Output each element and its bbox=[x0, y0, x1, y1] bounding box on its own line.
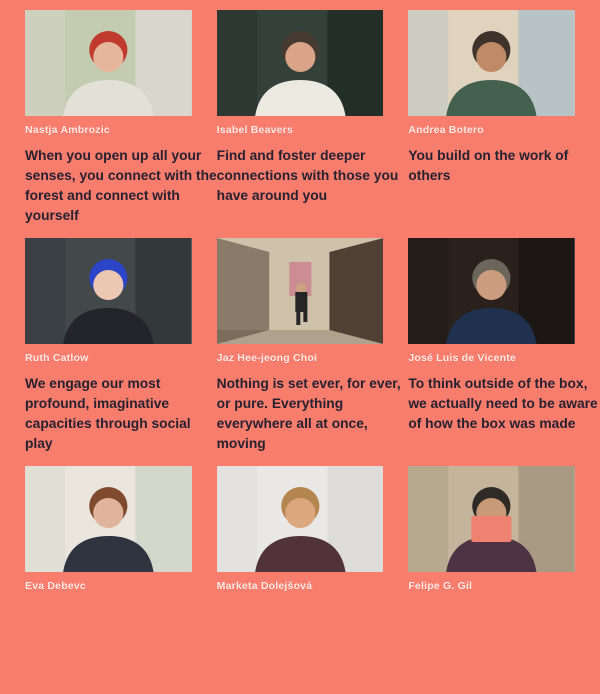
person-card[interactable] bbox=[25, 466, 192, 694]
portrait-placeholder-icon bbox=[25, 238, 192, 344]
person-quote: You build on the work of others bbox=[408, 148, 569, 183]
scene-placeholder-icon bbox=[217, 238, 384, 344]
person-quote: To think outside of the box, we actually need to be aware of how the box was made bbox=[408, 376, 598, 431]
portrait-photo[interactable] bbox=[408, 238, 575, 344]
portrait-photo[interactable] bbox=[217, 466, 384, 572]
portrait-photo[interactable] bbox=[217, 238, 384, 344]
person-name: Jaz Hee-jeong Choi bbox=[216, 352, 318, 364]
portrait-placeholder-icon bbox=[25, 10, 192, 116]
person-card[interactable] bbox=[216, 10, 399, 238]
portrait-photo[interactable] bbox=[408, 466, 575, 572]
portrait-photo[interactable] bbox=[25, 238, 192, 344]
portrait-placeholder-icon bbox=[25, 466, 192, 572]
portrait-placeholder-icon bbox=[217, 10, 384, 116]
person-name: Isabel Beavers bbox=[216, 124, 294, 136]
person-name: José Luis de Vicente bbox=[408, 352, 516, 364]
portrait-photo[interactable] bbox=[25, 466, 192, 572]
person-name: Nastja Ambrozic bbox=[25, 124, 110, 136]
person-card[interactable] bbox=[216, 238, 401, 466]
portrait-photo[interactable] bbox=[25, 10, 192, 116]
person-card[interactable] bbox=[408, 10, 575, 238]
person-quote: When you open up all your senses, you connect with the forest and connect with yourself bbox=[25, 148, 217, 223]
person-quote: Find and foster deeper connections with those you have around you bbox=[216, 148, 399, 203]
portrait-placeholder-icon bbox=[408, 466, 575, 572]
person-card[interactable] bbox=[408, 466, 575, 694]
person-quote: Nothing is set ever, for ever, or pure. Everything everywhere all at once, moving bbox=[216, 376, 401, 451]
person-card[interactable] bbox=[25, 10, 217, 238]
person-name: Felipe G. Gil bbox=[408, 580, 473, 592]
person-name: Marketa Dolejšová bbox=[216, 580, 313, 592]
person-name: Ruth Catlow bbox=[25, 352, 89, 364]
portrait-placeholder-icon bbox=[408, 238, 575, 344]
person-card[interactable] bbox=[408, 238, 598, 466]
person-card[interactable] bbox=[217, 466, 384, 694]
person-name: Andrea Botero bbox=[408, 124, 484, 136]
portrait-photo[interactable] bbox=[408, 10, 575, 116]
portrait-placeholder-icon bbox=[408, 10, 575, 116]
person-card[interactable] bbox=[25, 238, 192, 466]
portrait-placeholder-icon bbox=[217, 466, 384, 572]
portrait-photo[interactable] bbox=[217, 10, 384, 116]
person-quote: We engage our most profound, imaginative capacities through social play bbox=[25, 376, 191, 451]
person-name: Eva Debevc bbox=[25, 580, 86, 592]
